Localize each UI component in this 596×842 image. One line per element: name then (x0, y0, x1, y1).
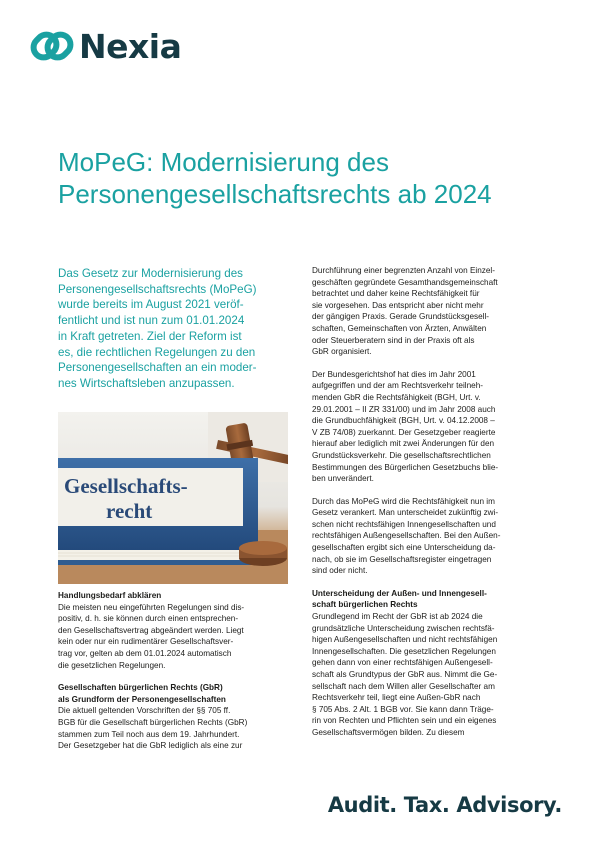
paragraph (312, 265, 544, 358)
intro-line: wurde bereits im August 2021 veröf- (58, 298, 244, 312)
section-paragraph (58, 705, 288, 751)
heading-line: Unterscheidung der Außen- und Innengesell- (312, 588, 487, 598)
intro-line: Das Gesetz zur Modernisierung des (58, 267, 243, 280)
heading-line: als Grundform der Personengesellschaften (58, 694, 226, 704)
text-line: Durch das MoPeG wird die Rechtsfähigkeit nun im (312, 496, 495, 506)
text-line: rechtsfähigen Außengesellschaften. Bei den Außen- (312, 531, 501, 541)
nexia-logo-mark-icon (30, 26, 74, 66)
text-line: Die aktuell geltenden Vorschriften der §§ 705 ff. (58, 706, 231, 716)
title-line: Personengesellschaftsrechts ab 2024 (58, 179, 492, 209)
brand-tagline: Audit. Tax. Advisory. (327, 793, 562, 817)
section-paragraph (58, 602, 288, 672)
text-line: higen Außengesellschaften und nicht rechtsfähigen (312, 635, 498, 645)
title-line: MoPeG: Modernisierung des (58, 147, 389, 177)
law-book-illustration (58, 412, 288, 584)
text-line: Gesetz verankert. Man unterscheidet zukünftig zwi- (312, 508, 499, 518)
text-line: schaften, Gemeinschaften von Ärzten, Anwälten (312, 323, 487, 333)
text-line: kein oder nur ein rudimentärer Gesellschaftsver- (58, 637, 234, 647)
paragraph (312, 496, 544, 577)
book-title-line-2: recht (106, 499, 153, 523)
nexia-logo (30, 26, 181, 66)
text-line: sie vorgesehen. Das entspricht aber nicht mehr (312, 300, 484, 310)
text-line: grundsätzliche Unterscheidung zwischen rechtsfä- (312, 623, 495, 633)
text-line: oder Steuerberatern sind in der Praxis oft als (312, 335, 475, 345)
section-heading (312, 588, 544, 611)
text-line: Innengesellschaften. Die gesetzlichen Regelungen (312, 646, 496, 656)
text-line: Gesellschaftsvermögen bilden. Zu diesem (312, 727, 465, 737)
intro-line: es, die rechtlichen Regelungen zu den (58, 345, 256, 359)
text-line: Bestimmungen des Bürgerlichen Gesetzbuchs blie- (312, 462, 499, 472)
text-line: ben unverändert. (312, 474, 374, 484)
text-line: rin von Rechten und Pflichten sein und ein eigenes (312, 716, 497, 726)
text-line: V ZB 74/08) zuerkannt. Der Gesetzgeber reagierte (312, 427, 496, 437)
page-title (58, 146, 558, 210)
intro-line: fentlicht und ist nun zum 01.01.2024 (58, 314, 245, 328)
text-line: den Gesellschaftsvertrag abgeändert werden. Liegt (58, 625, 244, 635)
text-line: § 705 Abs. 2 Alt. 1 BGB vor. Sie kann dann Träge- (312, 704, 494, 714)
text-line: betrachtet und daher keine Rechtsfähigkeit für (312, 289, 480, 299)
text-line: schen nicht rechtsfähigen Innengesellschaften und (312, 519, 496, 529)
text-line: hierauf aber lediglich mit zwei Änderungen für den (312, 439, 495, 449)
right-column (312, 265, 544, 739)
text-line: schaft als Grundtypus der GbR aus. Nimmt die Ge- (312, 670, 498, 679)
text-line: Durchführung einer begrenzten Anzahl von Einzel- (312, 266, 495, 275)
text-line: GbR organisiert. (312, 347, 372, 357)
text-line: Grundstücksverkehr. Die gesellschaftsrechtlichen (312, 450, 491, 460)
heading-line: schaft bürgerlichen Rechts (312, 600, 418, 610)
intro-line: in Kraft getreten. Ziel der Reform ist (58, 329, 242, 343)
text-line: positiv, d. h. sie können durch einen entsprechen- (58, 614, 239, 624)
text-line: gesellschaften ergibt sich eine Unterscheidung da- (312, 543, 496, 553)
text-line: Der Gesetzgeber hat die GbR lediglich als eine zur (58, 741, 243, 751)
text-line: nach, ob sie im Gesellschaftsregister eingetragen (312, 554, 492, 564)
text-line: BGB für die Gesellschaft bürgerlichen Rechts (GbR) (58, 717, 248, 727)
intro-line: Personengesellschaftsrechts (MoPeG) (58, 282, 257, 296)
text-line: menden GbR die Rechtsfähigkeit (BGH, Urt. v. (312, 392, 481, 402)
section-heading (58, 682, 288, 705)
text-line: trag vor, gelten ab dem 01.01.2024 automatisch (58, 648, 232, 658)
left-column (58, 590, 288, 752)
intro-line: nes Wirtschaftsleben anzupassen. (58, 376, 235, 390)
text-line: gehen dann von einer rechtsfähigen Außengesell- (312, 658, 493, 668)
text-line: Rechtsverkehr teil, liegt eine Außen-GbR nach (312, 693, 481, 703)
text-line: 29.01.2001 – II ZR 331/00) und im Jahr 2008 auch (312, 404, 496, 414)
text-line: die Grundbuchfähigkeit (BGH, Urt. v. 04.12.2008 – (312, 416, 495, 426)
intro-line: Personengesellschaften an ein moder- (58, 361, 257, 375)
paragraph (312, 369, 544, 485)
text-line: Der Bundesgerichtshof hat dies im Jahr 2001 (312, 369, 476, 379)
section-heading: Handlungsbedarf abklären (58, 591, 162, 600)
text-line: die gesetzlichen Regelungen. (58, 660, 166, 670)
text-line: aufgegriffen und der am Rechtsverkehr teilneh- (312, 381, 483, 391)
text-line: der gängigen Praxis. Gerade Grundstücksgesell- (312, 312, 490, 322)
text-line: sind oder nicht. (312, 566, 368, 576)
text-line: Grundlegend im Recht der GbR ist ab 2024 die (312, 612, 483, 622)
text-line: stammen zum Teil noch aus dem 19. Jahrhundert. (58, 729, 240, 739)
text-line: sellschaft nach dem Willen aller Gesellschafter am (312, 681, 495, 691)
text-line: geschäften gegründete Gesamthandsgemeinschaft (312, 277, 498, 287)
heading-line: Gesellschaften bürgerlichen Rechts (GbR) (58, 683, 223, 693)
book-title-line-1: Gesellschafts- (64, 474, 188, 498)
text-line: Die meisten neu eingeführten Regelungen sind dis- (58, 602, 245, 612)
law-book-photo (58, 412, 288, 584)
paragraph (312, 611, 544, 739)
brand-name: Nexia (79, 26, 182, 66)
intro-text (58, 266, 288, 392)
